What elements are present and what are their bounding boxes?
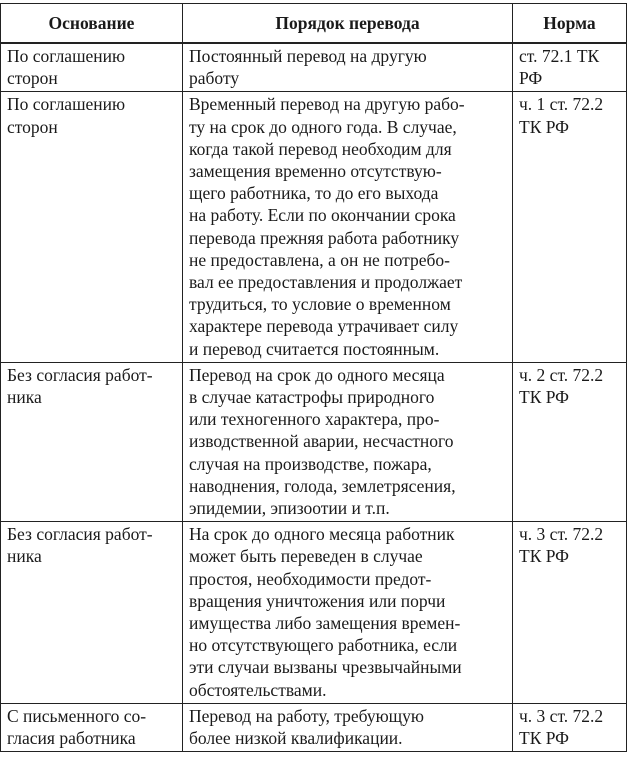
cell-basis: Без согласия работ- ника (1, 362, 183, 521)
cell-norm: ст. 72.1 ТК РФ (513, 43, 627, 92)
cell-procedure: Перевод на работу, требующую более низкой квалификации. (183, 703, 513, 751)
cell-procedure: Постоянный перевод на другую работу (183, 43, 513, 92)
header-norm: Норма (513, 4, 627, 44)
table-row (1, 43, 627, 92)
cell-procedure: На срок до одного месяца работник может быть переведен в случае простоя, необходимости предот- вращения уничтожения или порчи имущества либо замещения времен- но отсутствующего работника, если эти случаи вызваны чрезвычайными обстоятельствами. (183, 522, 513, 704)
cell-norm: ч. 2 ст. 72.2 ТК РФ (513, 362, 627, 521)
cell-norm: ч. 3 ст. 72.2 ТК РФ (513, 522, 627, 704)
cell-procedure: Перевод на срок до одного месяца в случае катастрофы природного или техногенного характера, про- изводственной аварии, несчастного случая на производстве, пожара, наводнения, голода, землетрясения, эпидемии, эпизоотии и т.п. (183, 362, 513, 521)
table-row (1, 703, 627, 751)
table-row (1, 362, 627, 521)
document-page (0, 3, 626, 752)
cell-basis: С письменного со- гласия работника (1, 703, 183, 751)
table-row (1, 522, 627, 704)
table-row (1, 92, 627, 362)
cell-basis: По соглашению сторон (1, 43, 183, 92)
header-basis: Основание (1, 4, 183, 44)
transfer-types-table (0, 3, 627, 752)
cell-norm: ч. 3 ст. 72.2 ТК РФ (513, 703, 627, 751)
cell-procedure: Временный перевод на другую рабо- ту на срок до одного года. В случае, когда такой перевод необходим для замещения временно отсутствую- щего работника, то до его выхода на работу. Если по окончании срока перевода прежняя работа работнику не предоставлена, а он не потребо- вал ее предоставления и продолжает трудиться, то условие о временном характере перевода утрачивает силу и перевод считается постоянным. (183, 92, 513, 362)
cell-basis: Без согласия работ- ника (1, 522, 183, 704)
cell-basis: По соглашению сторон (1, 92, 183, 362)
cell-norm: ч. 1 ст. 72.2 ТК РФ (513, 92, 627, 362)
header-procedure: Порядок перевода (183, 4, 513, 44)
table-header-row (1, 4, 627, 44)
